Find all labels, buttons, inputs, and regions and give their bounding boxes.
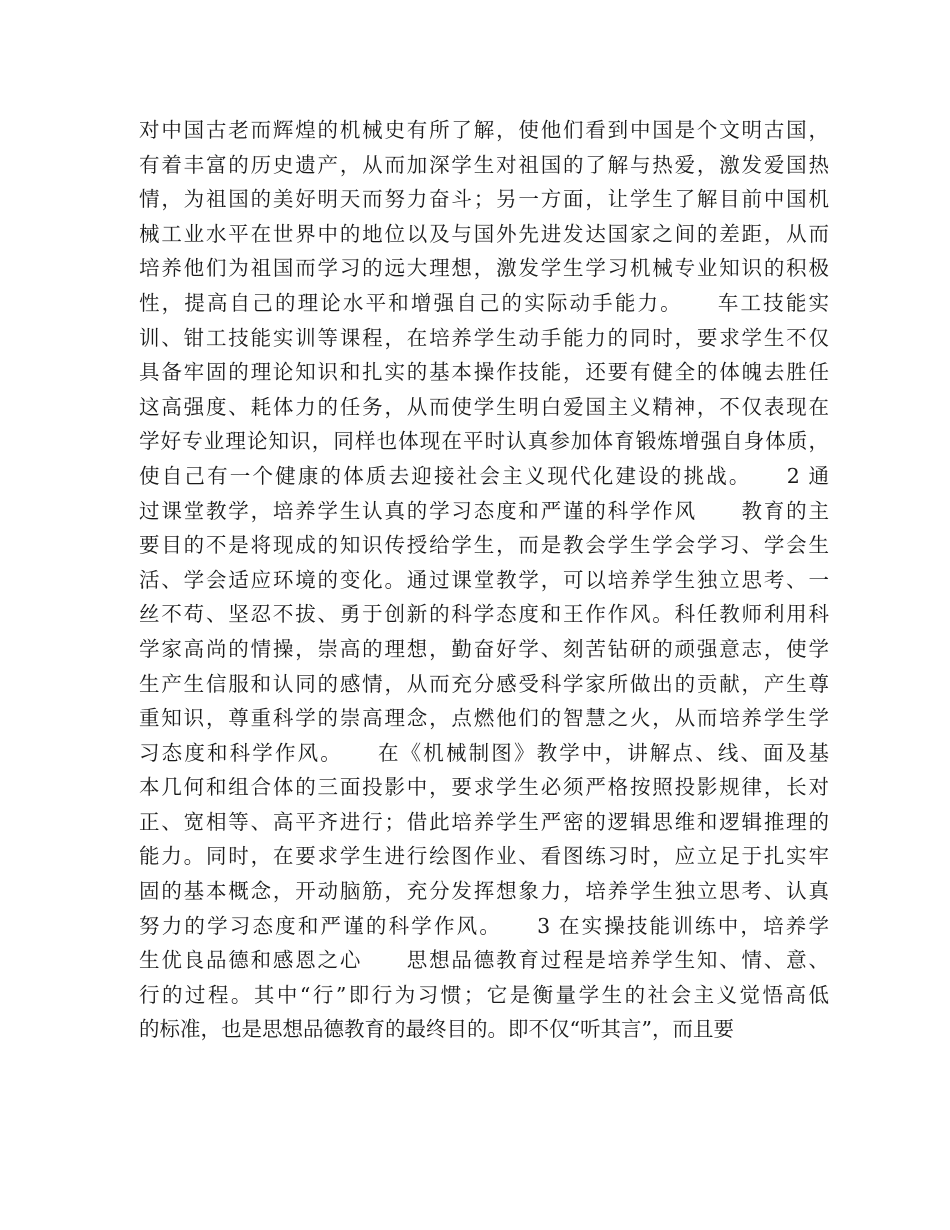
text-line: 本几何和组合体的三面投影中，要求学生必须严格按照投影规律，长对 <box>139 775 829 800</box>
text-line: 活、学会适应环境的变化。通过课堂教学，可以培养学生独立思考、一 <box>139 567 829 592</box>
text-line: 培养他们为祖国而学习的远大理想，激发学生学习机械专业知识的积极 <box>139 256 829 281</box>
text-line: 学好专业理论知识，同样也体现在平时认真参加体育锻炼增强自身体质， <box>139 429 829 454</box>
text-line: 正、宽相等、高平齐进行；借此培养学生严密的逻辑思维和逻辑推理的 <box>139 809 829 834</box>
text-line: 习态度和科学作风。 在《机械制图》教学中，讲解点、线、面及基 <box>139 740 829 765</box>
text-line: 行的过程。其中“行”即行为习惯；它是衡量学生的社会主义觉悟高低 <box>139 982 829 1007</box>
text-line: 努力的学习态度和严谨的科学作风。 3 在实操技能训练中，培养学 <box>139 913 829 938</box>
text-line: 对中国古老而辉煌的机械史有所了解，使他们看到中国是个文明古国， <box>139 118 829 142</box>
text-line: 重知识，尊重科学的崇高理念，点燃他们的智慧之火，从而培养学生学 <box>139 706 829 731</box>
text-line: 训、钳工技能实训等课程，在培养学生动手能力的同时，要求学生不仅 <box>139 325 829 350</box>
text-line: 生优良品德和感恩之心 思想品德教育过程是培养学生知、情、意、 <box>139 948 829 973</box>
text-line: 情，为祖国的美好明天而努力奋斗；另一方面，让学生了解目前中国机 <box>139 187 829 212</box>
text-line: 性，提高自己的理论水平和增强自己的实际动手能力。 车工技能实 <box>139 290 829 315</box>
text-line: 有着丰富的历史遗产，从而加深学生对祖国的了解与热爱，激发爱国热 <box>139 152 829 177</box>
body-text <box>139 113 829 1047</box>
text-line: 能力。同时，在要求学生进行绘图作业、看图练习时，应立足于扎实牢 <box>139 844 829 869</box>
text-line: 学家高尚的情操，崇高的理想，勤奋好学、刻苦钻研的顽强意志，使学 <box>139 636 829 661</box>
text-line: 械工业水平在世界中的地位以及与国外先进发达国家之间的差距，从而 <box>139 221 829 246</box>
text-line: 固的基本概念，开动脑筋，充分发挥想象力，培养学生独立思考、认真 <box>139 879 829 904</box>
text-line: 生产生信服和认同的感情，从而充分感受科学家所做出的贡献，产生尊 <box>139 671 829 696</box>
text-line: 具备牢固的理论知识和扎实的基本操作技能，还要有健全的体魄去胜任 <box>139 360 829 385</box>
text-line: 这高强度、耗体力的任务，从而使学生明白爱国主义精神，不仅表现在 <box>139 394 829 419</box>
text-line: 丝不苟、坚忍不拔、勇于创新的科学态度和王作作风。科任教师利用科 <box>139 602 829 627</box>
text-line: 的标准，也是思想品德教育的最终目的。即不仅“听其言”，而且要 <box>139 1017 734 1042</box>
text-line: 过课堂教学，培养学生认真的学习态度和严谨的科学作风 教育的主 <box>139 498 829 523</box>
text-line: 要目的不是将现成的知识传授给学生，而是教会学生学会学习、学会生 <box>139 533 829 558</box>
text-line: 使自己有一个健康的体质去迎接社会主义现代化建设的挑战。 2 通 <box>139 463 829 488</box>
